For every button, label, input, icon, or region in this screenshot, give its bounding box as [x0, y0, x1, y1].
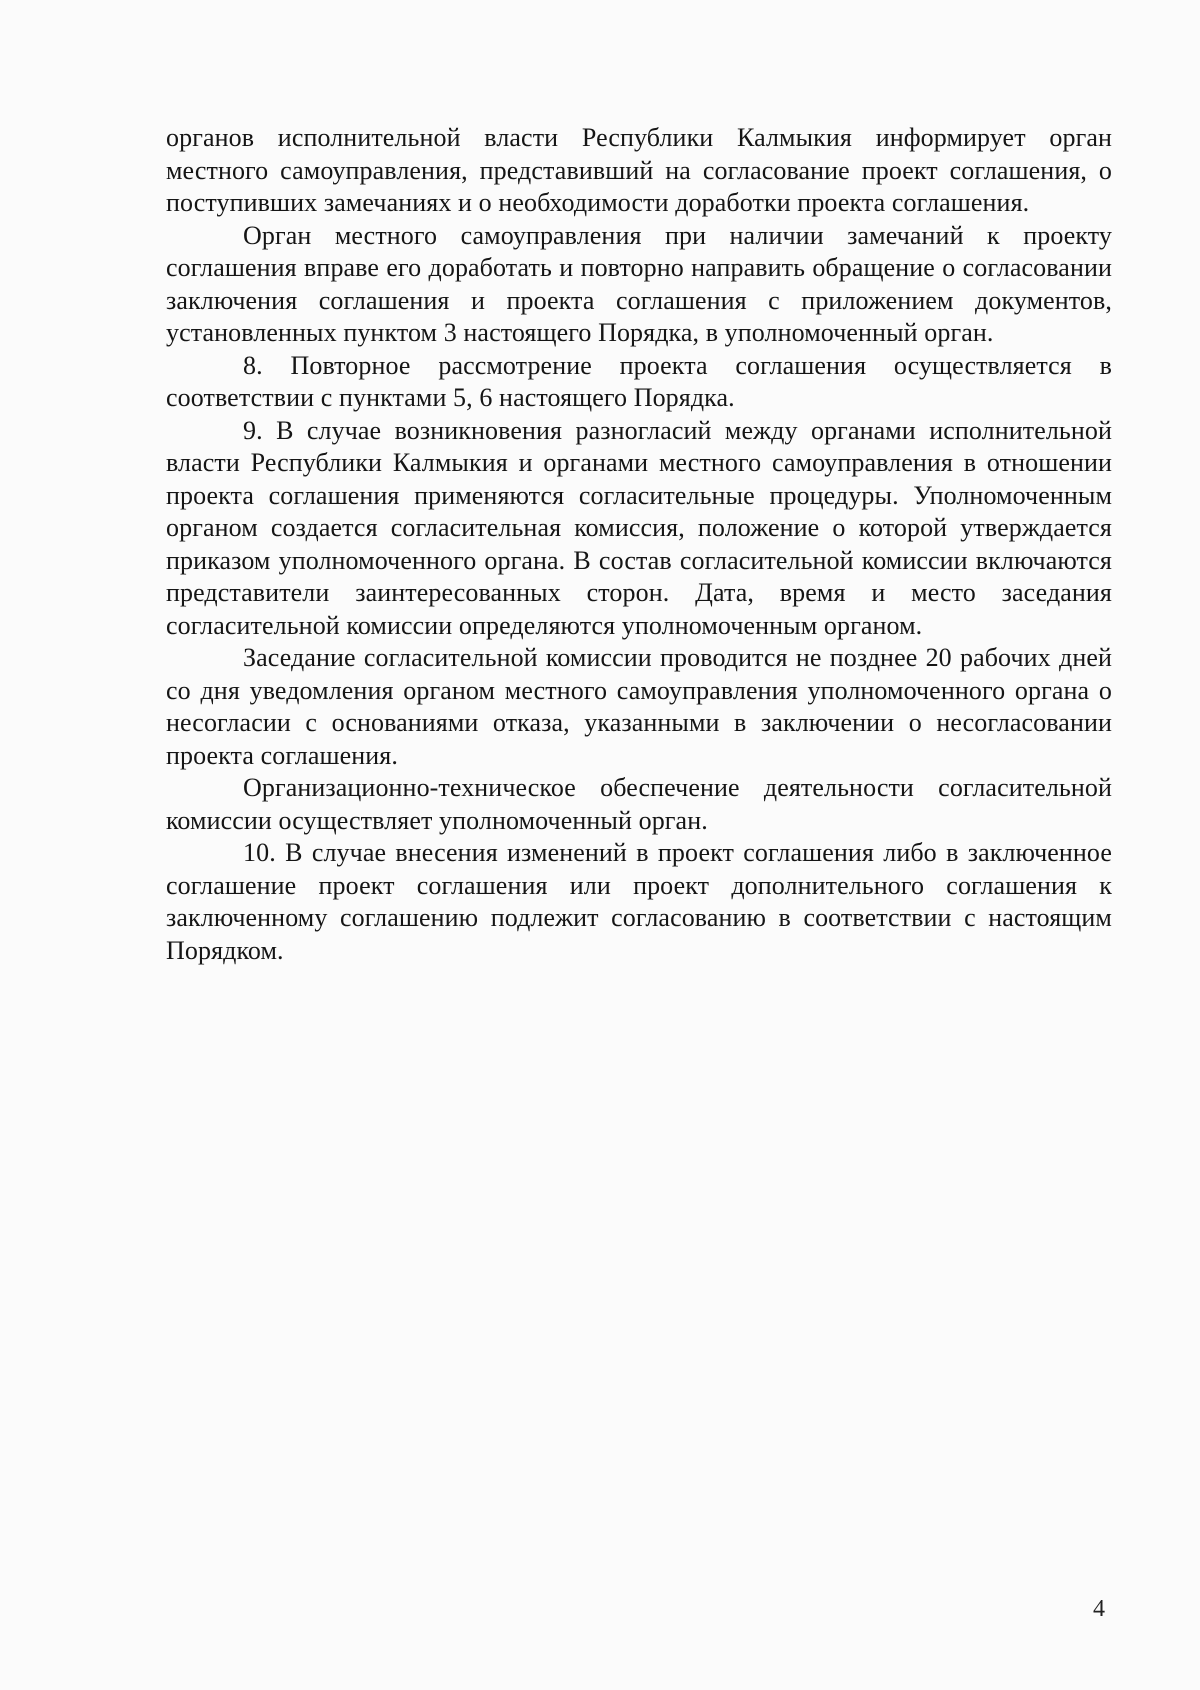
paragraph-revision-right: Орган местного самоуправления при наличии замечаний к проекту соглашения вправе его доработать и повторно направить обращение о согласовании заключения соглашения и проекта соглашения с приложением документов, установленных пунктом 3 настоящего Порядка, в уполномоченный орган. — [166, 220, 1112, 347]
paragraph-item-9: 9. В случае возникновения разногласий между органами исполнительной власти Республики Калмыкия и органами местного самоуправления в отношении проекта соглашения применяются согласительные процедуры. Уполномоченным органом создается согласительная комиссия, положение о которой утверждается приказом уполномоченного органа. В состав согласительной комиссии включаются представители заинтересованных сторон. Дата, время и место заседания согласительной комиссии определяются уполномоченным органом. — [166, 415, 1112, 640]
paragraph-commission-support: Организационно-техническое обеспечение деятельности согласительной комиссии осуществляет уполномоченный орган. — [166, 773, 1112, 835]
page-number: 4 — [1093, 1596, 1105, 1622]
paragraph-item-10: 10. В случае внесения изменений в проект соглашения либо в заключенное соглашение проект соглашения или проект дополнительного соглашения к заключенному соглашению подлежит согласованию в соответствии с настоящим Порядком. — [166, 838, 1112, 965]
paragraph-item-8: 8. Повторное рассмотрение проекта соглашения осуществляется в соответствии с пунктами 5, 6 настоящего Порядка. — [166, 350, 1112, 412]
document-body — [166, 122, 1112, 967]
paragraph-continuation: органов исполнительной власти Республики Калмыкия информирует орган местного самоуправления, представивший на согласование проект соглашения, о поступивших замечаниях и о необходимости доработки проекта соглашения. — [166, 123, 1112, 217]
paragraph-commission-meeting: Заседание согласительной комиссии проводится не позднее 20 рабочих дней со дня уведомления органом местного самоуправления уполномоченного органа о несогласии с основаниями отказа, указанными в заключении о несогласовании проекта соглашения. — [166, 643, 1112, 770]
